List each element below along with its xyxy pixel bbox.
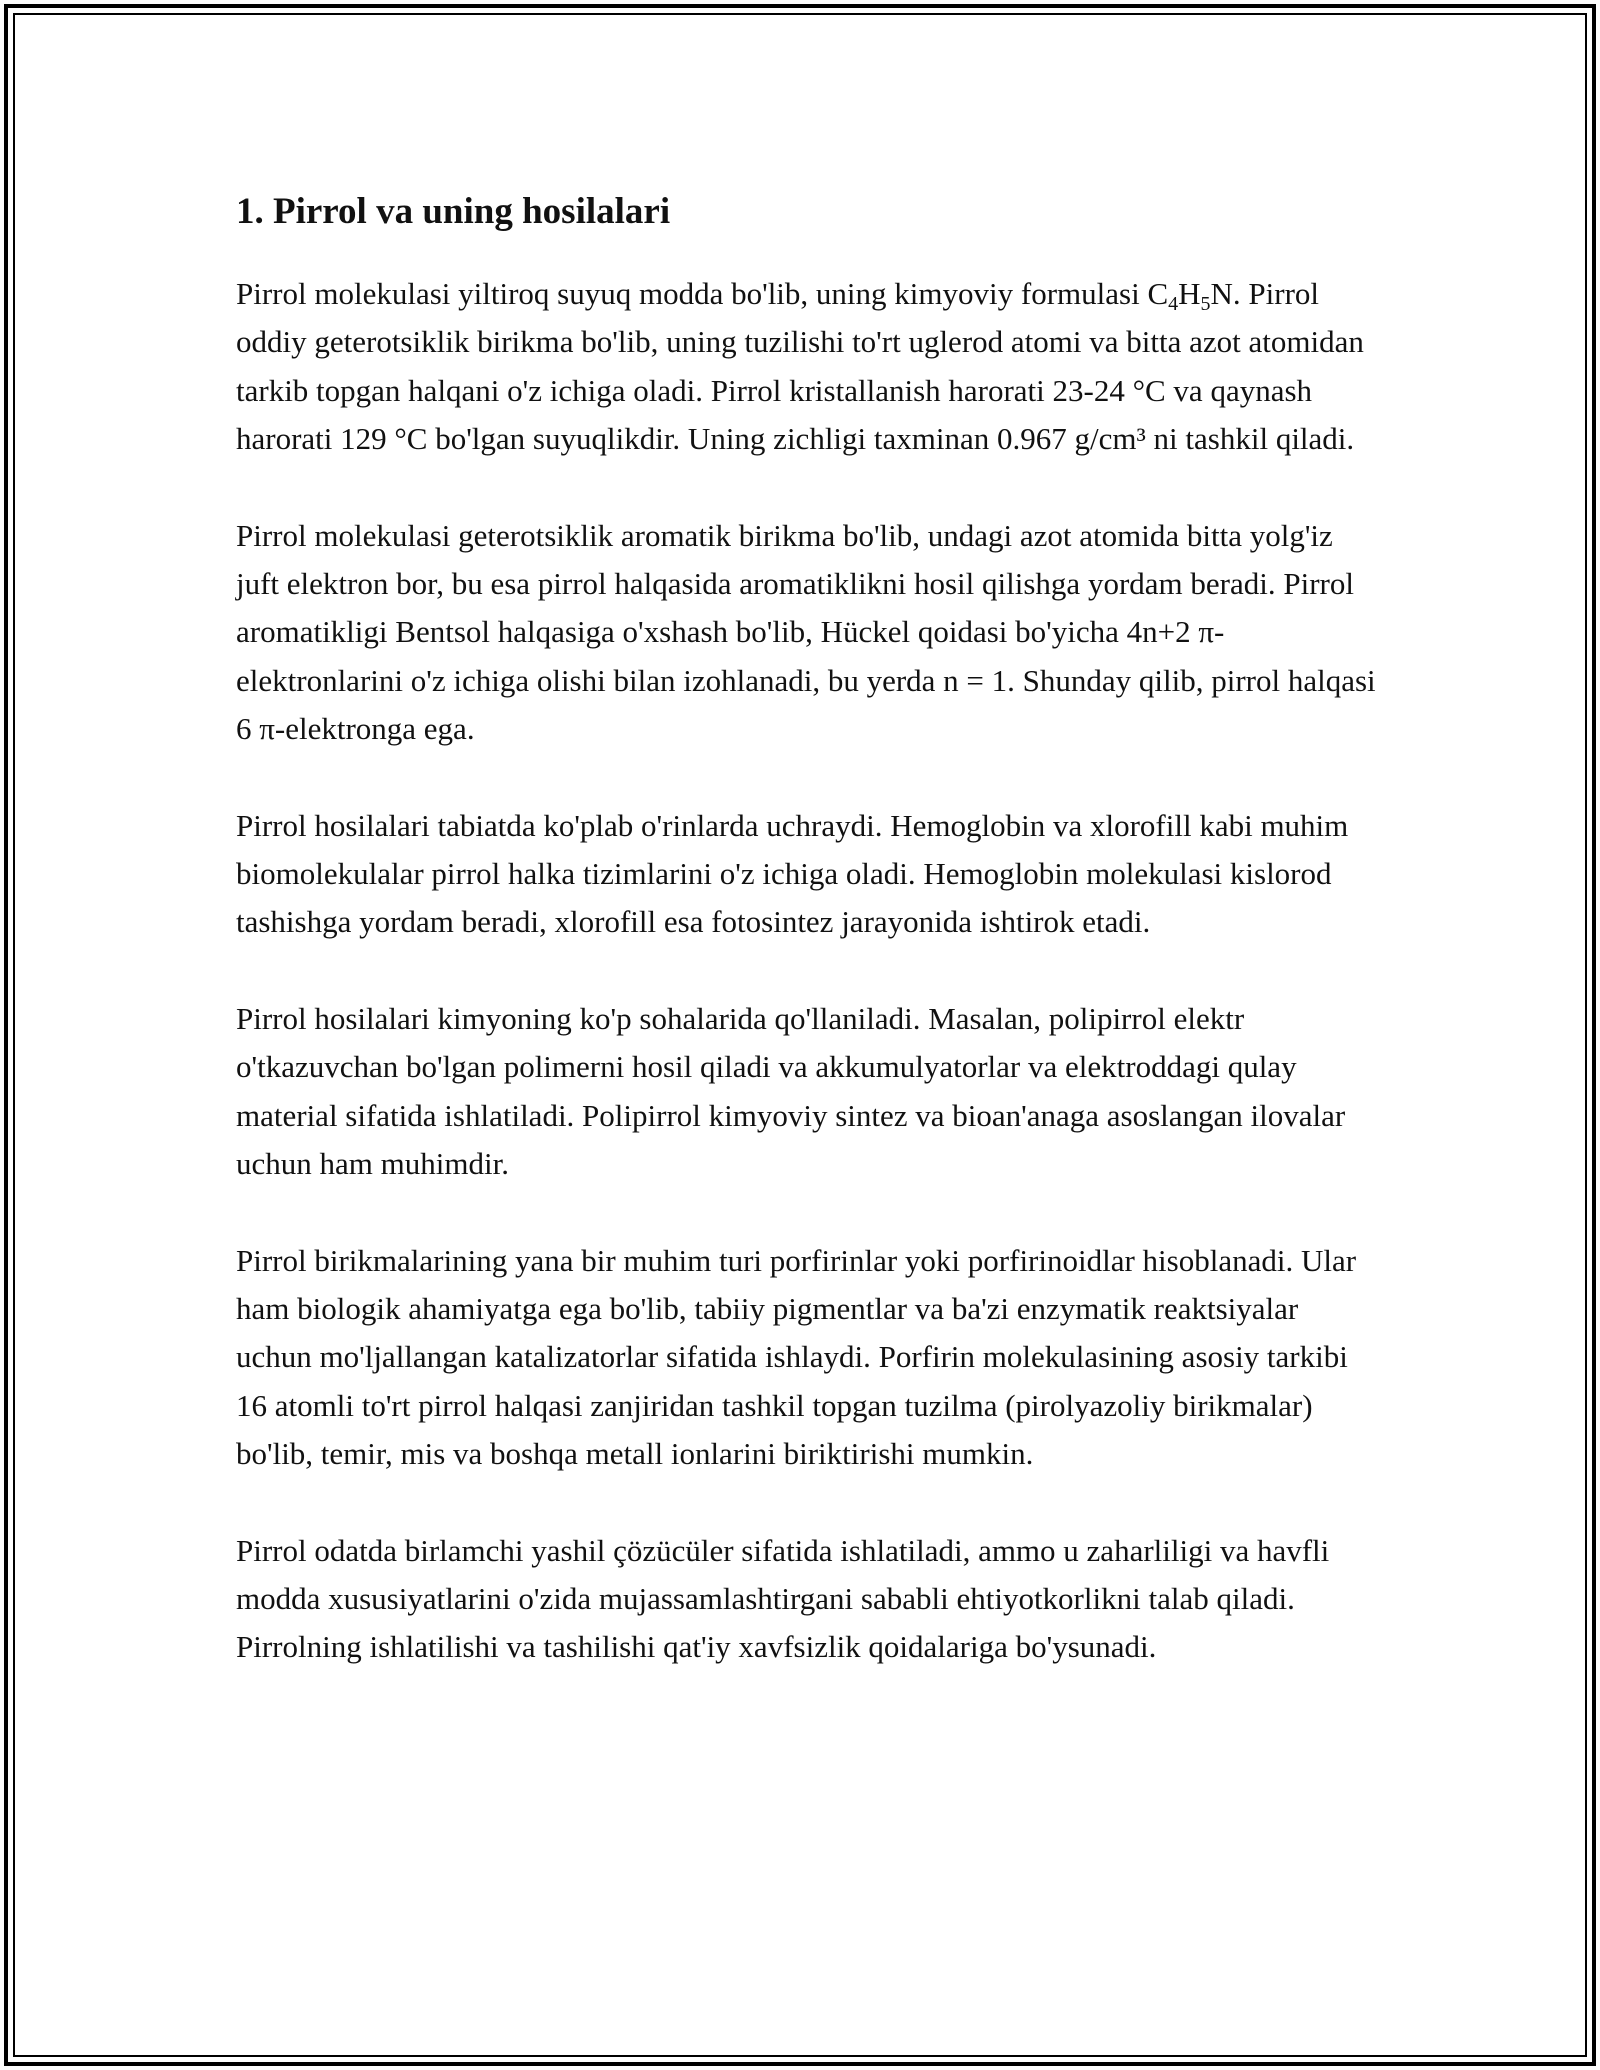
paragraph-3: Pirrol hosilalari tabiatda ko'plab o'rinlarda uchraydi. Hemoglobin va xlorofill kabi muhim biomolekulalar pirrol halka tizimlarini o'z ichiga oladi. Hemoglobin molekulasi kislorod tashishga yordam beradi, xlorofill esa fotosintez jarayonida ishtirok etadi.	[236, 807, 1349, 940]
paragraph-2: Pirrol molekulasi geterotsiklik aromatik birikma bo'lib, undagi azot atomida bitta yolg'iz juft elektron bor, bu esa pirrol halqasida aromatiklikni hosil qilishga yordam beradi. Pirrol aromatikligi Bentsol halqasiga o'xshash bo'lib, Hückel qoidasi bo'yicha 4n+2 π-elektronlarini o'z ichiga olishi bilan izohlanadi, bu yerda n = 1. Shunday qilib, pirrol halqasi 6 π-elektronga ega.	[236, 517, 1376, 747]
paragraph-1-text-after-formula: . Pirrol oddiy geterotsiklik birikma bo'lib, uning tuzilishi to'rt uglerod atomi va bitta azot atomidan tarkib topgan halqani o'z ichiga oladi. Pirrol kristallanish harorati 23-24 °C va qaynash harorati 129 °C bo'lgan suyuqlikdir. Uning zichligi taxminan 0.967 g/cm³ ni tashkil qiladi.	[236, 276, 1364, 457]
paragraph-1-text-before-formula: Pirrol molekulasi yiltiroq suyuq modda bo'lib, uning kimyoviy formulasi	[236, 276, 1140, 311]
paragraph-1	[236, 270, 1376, 464]
chemical-formula: $C_4H_5N$	[1147, 276, 1233, 315]
section-title: 1. Pirrol va uning hosilalari	[236, 191, 671, 232]
paragraph-4: Pirrol hosilalari kimyoning ko'p sohalarida qo'llaniladi. Masalan, polipirrol elektr o'tkazuvchan bo'lgan polimerni hosil qiladi va akkumulyatorlar va elektroddagi qulay material sifatida ishlatiladi. Polipirrol kimyoviy sintez va bioan'anaga asoslangan ilovalar uchun ham muhimdir.	[236, 1000, 1346, 1182]
document-body	[236, 188, 1376, 1720]
paragraph-5: Pirrol birikmalarining yana bir muhim turi porfirinlar yoki porfirinoidlar hisoblanadi. Ular ham biologik ahamiyatga ega bo'lib, tabiiy pigmentlar va ba'zi enzymatik reaktsiyalar uchun mo'ljallangan katalizatorlar sifatida ishlaydi. Porfirin molekulasining asosiy tarkibi 16 atomli to'rt pirrol halqasi zanjiridan tashkil topgan tuzilma (pirolyazoliy birikmalar) bo'lib, temir, mis va boshqa metall ionlarini biriktirishi mumkin.	[236, 1242, 1357, 1472]
paragraph-6: Pirrol odatda birlamchi yashil çözücüler sifatida ishlatiladi, ammo u zaharliligi va havfli modda xususiyatlarini o'zida mujassamlashtirgani sababli ehtiyotkorlikni talab qiladi. Pirrolning ishlatilishi va tashilishi qat'iy xavfsizlik qoidalariga bo'ysunadi.	[236, 1532, 1330, 1665]
